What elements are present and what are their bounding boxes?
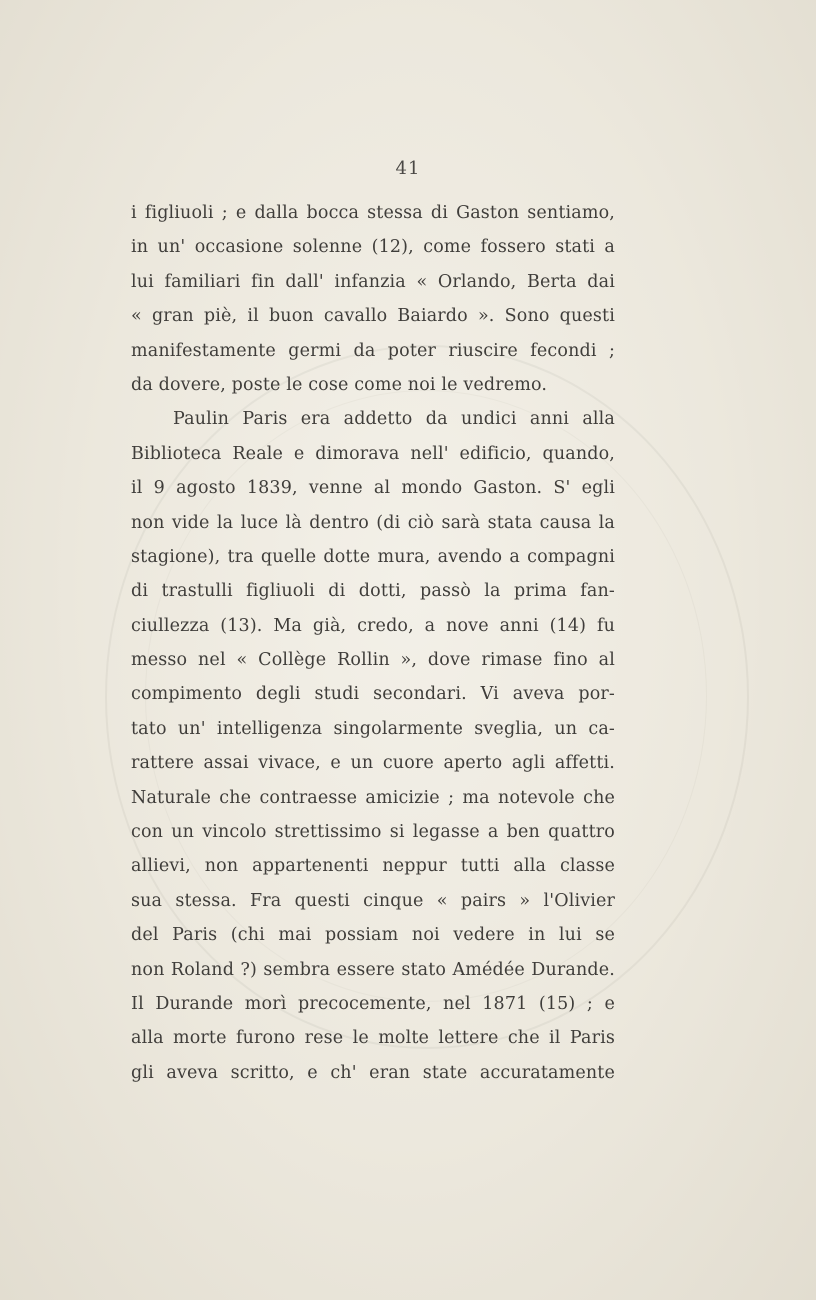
text-line: « gran piè, il buon cavallo Baiardo ». Sono questi: [131, 306, 615, 327]
text-line: del Paris (chi mai possiam noi vedere in lui se: [131, 925, 615, 946]
text-line: da dovere, poste le cose come noi le vedremo.: [131, 374, 548, 395]
text-line: rattere assai vivace, e un cuore aperto agli affetti.: [131, 753, 615, 774]
text-line: il 9 agosto 1839, venne al mondo Gaston. S' egli: [131, 478, 615, 499]
text-line: Naturale che contraesse amicizie ; ma notevole che: [131, 787, 615, 808]
text-line: alla morte furono rese le molte lettere che il Paris: [131, 1028, 615, 1049]
text-line: tato un' intelligenza singolarmente sveglia, un ca-: [131, 718, 615, 739]
text-line: Biblioteca Reale e dimorava nell' edificio, quando,: [131, 443, 615, 464]
text-line: ciullezza (13). Ma già, credo, a nove anni (14) fu: [131, 615, 615, 636]
text-line: compimento degli studi secondari. Vi aveva por-: [131, 684, 615, 705]
text-line: stagione), tra quelle dotte mura, avendo a compagni: [131, 546, 615, 567]
text-line: sua stessa. Fra questi cinque « pairs » l'Olivier: [131, 890, 615, 911]
text-line: Il Durande morì precocemente, nel 1871 (15) ; e: [131, 993, 615, 1014]
text-line: gli aveva scritto, e ch' eran state accuratamente: [131, 1062, 615, 1083]
text-line: Paulin Paris era addetto da undici anni alla: [173, 409, 615, 430]
text-line: lui familiari fin dall' infanzia « Orlando, Berta dai: [131, 271, 615, 292]
text-line: i figliuoli ; e dalla bocca stessa di Gaston sentiamo,: [131, 203, 615, 223]
text-line: in un' occasione solenne (12), come fossero stati a: [131, 237, 615, 258]
text-line: non Roland ?) sembra essere stato Amédée Durande.: [131, 959, 615, 980]
text-line: di trastulli figliuoli di dotti, passò la prima fan-: [131, 581, 615, 602]
text-line: messo nel « Collège Rollin », dove rimase fino al: [131, 650, 615, 671]
text-line: non vide la luce là dentro (di ciò sarà stata causa la: [131, 512, 615, 533]
text-line: manifestamente germi da poter riuscire fecondi ;: [131, 340, 615, 361]
page-number: 41: [395, 158, 421, 179]
text-line: allievi, non appartenenti neppur tutti alla classe: [131, 856, 615, 877]
body-text: [131, 196, 615, 1090]
text-line: con un vincolo strettissimo si legasse a ben quattro: [131, 822, 615, 843]
